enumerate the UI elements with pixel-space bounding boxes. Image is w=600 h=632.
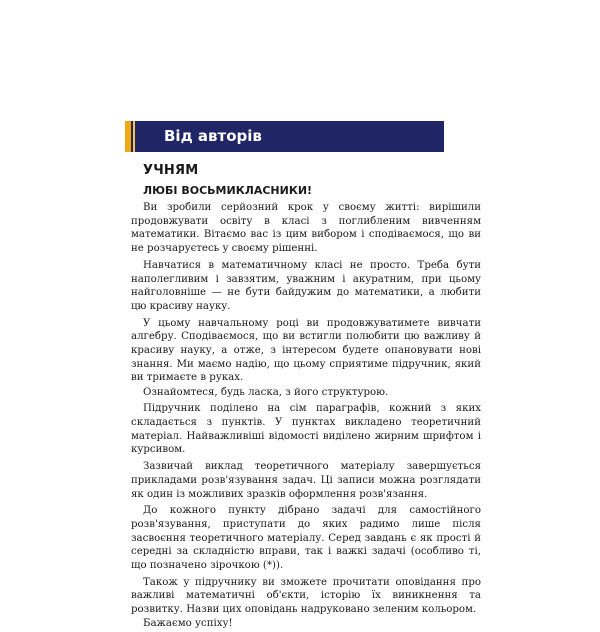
- body-text: [131, 201, 481, 632]
- paragraph: Бажаємо успіху!: [143, 618, 233, 630]
- paragraph: Ви зробили серйозний крок у своєму житті: вирішили продовжувати освіту в класі з поглибленим вивченням математики. Вітаємо вас із цим вибором і сподіваємося, що ви не розчаруєтесь у своєму рішенні.: [131, 202, 481, 255]
- title-accent-stripe-light: [133, 121, 135, 152]
- audience-heading: УЧНЯМ: [143, 163, 199, 178]
- greeting-heading: ЛЮБІ ВОСЬМИКЛАСНИКИ!: [143, 184, 313, 197]
- section-title: Від авторів: [164, 127, 262, 145]
- paragraph: До кожного пункту дібрано задачі для самостійного розв'язування, приступати до яких радимо лише після засвоєння теоретичного матеріалу. Серед завдань є як прості й середні за складністю вправи, так і важкі задачі (особливо ті, що позначено зірочкою (*)).: [131, 505, 481, 572]
- title-accent-stripe: [125, 121, 131, 152]
- paragraph: Також у підручнику ви зможете прочитати оповідання про важливі математичні об'єкти, історію їх виникнення та розвитку. Назви цих оповідань надруковано зеленим кольором.: [131, 576, 481, 616]
- paragraph: У цьому навчальному році ви продовжуватимете вивчати алгебру. Сподіваємося, що ви встигли полюбити цю важливу й красиву науку, а отже, з інтересом будете опановувати нові знання. Ми маємо надію, що цьому сприятиме підручник, який ви тримаєте в руках.: [131, 317, 481, 384]
- paragraph: Зазвичай виклад теоретичного матеріалу завершується прикладами розв'язування задач. Ці записи можна розглядати як один із можливих зразків оформлення розв'язання.: [131, 461, 481, 500]
- paragraph: Підручник поділено на сім параграфів, кожний з яких складається з пунктів. У пунктах викладено теоретичний матеріал. Найважливіші відомості виділено жирним шрифтом і курсивом.: [131, 403, 481, 456]
- paragraph: Ознайомтеся, будь ласка, з його структурою.: [143, 386, 389, 398]
- paragraph: Навчатися в математичному класі не просто. Треба бути наполегливим і завзятим, уважним і акуратним, при цьому найголовніше — не бути байдужим до математики, а любити цю красиву науку.: [131, 259, 481, 312]
